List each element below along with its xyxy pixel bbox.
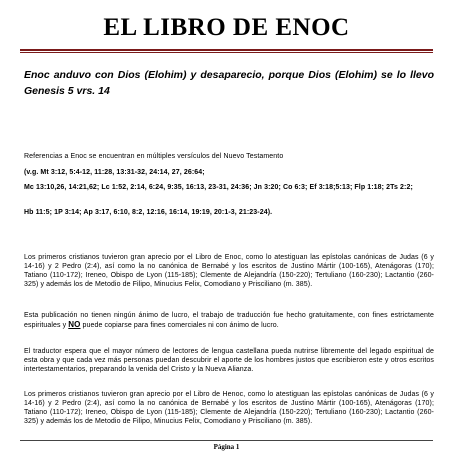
paragraph-non-profit-start: Esta publicación no tienen ningún ánimo de lucro, el trabajo de traducción fue hecho gratuitamente, con fines estrictamente espirituales y — [24, 312, 434, 329]
paragraph-non-profit-no: NO — [68, 320, 81, 329]
paragraph-non-profit-end: puede copiarse para fines comerciales ni con ánimo de lucro. — [80, 322, 279, 329]
paragraph-non-profit — [24, 311, 434, 330]
title-rule-thin — [20, 52, 433, 53]
paragraph-early-christians-henoc: Los primeros cristianos tuvieron gran aprecio por el Libro de Henoc, como lo atestiguan las epístolas canónicas de Judas (6 y 14-16) y 2 Pedro (2:4), así como la no canónica de Bernabé y los escritos de Justino Mártir (100-165), Atenágoras (170); Tatiano (110-172); Ireneo, Obispo de Lyon (115-185); Clemente de Alejandría (150-220); Tertuliano (160-230); Lactantio (260-325) y además los de Metodio de Filipo, Minucius Felix, Comodiano y Prisciliano (m. 385). — [24, 391, 434, 425]
references-heading: Referencias a Enoc se encuentran en múltiples versículos del Nuevo Testamento — [24, 153, 284, 160]
paragraph-translator: El traductor espera que el mayor número de lectores de lengua castellana pueda nutrirse libremente del legado espiritual de esta obra y que cada vez más personas puedan descubrir el aporte de los hombres justos que escribieron este y otros escritos intertestamentarios, preparando la venida del Cristo y la Nueva Alianza. — [24, 348, 434, 373]
references-line-1: (v.g. Mt 3:12, 5:4-12, 11:28, 13:31-32, 24:14, 27, 26:64; — [24, 169, 205, 176]
footer-rule — [20, 440, 433, 441]
page-number: Página 1 — [213, 443, 240, 451]
epigraph-quote: Enoc anduvo con Dios (Elohim) y desaparecio, porque Dios (Elohim) se lo llevo Genesis 5 vrs. 14 — [24, 69, 434, 97]
references-line-2: Mc 13:10,26, 14:21,62; Lc 1:52, 2:14, 6:24, 9:35, 16:13, 23-31, 24:36; Jn 3:20; Co 6:3; Ef 3:18;5:13; Flp 1:18; 2Ts 2:2; — [24, 184, 413, 191]
title-rule-thick — [20, 49, 433, 51]
paragraph-early-christians: Los primeros cristianos tuvieron gran aprecio por el Libro de Enoc, como lo atestiguan las epístolas canónicas de Judas (6 y 14-16) y 2 Pedro (2:4), así como la no canónica de Bernabé y los escritos de Justino Mártir (100-165), Atenágoras (170); Tatiano (110-172); Ireneo, Obispo de Lyon (115-185); Clemente de Alejandría (150-220); Tertuliano (160-230); Lactantio (260-325) y además los de Metodio de Filipo, Minucius Felix, Comodiano y Prisciliano (m. 385). — [24, 254, 434, 288]
references-line-3: Hb 11:5; 1P 3:14; Ap 3:17, 6:10, 8:2, 12:16, 16:14, 19:19, 20:1-3, 21:23-24). — [24, 209, 273, 216]
document-title: EL LIBRO DE ENOC — [103, 14, 350, 41]
